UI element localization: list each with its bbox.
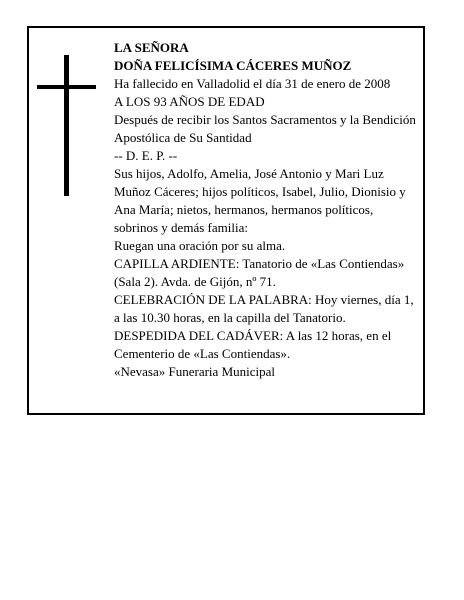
obituary-text bbox=[114, 39, 420, 381]
farewell-line: DESPEDIDA DEL CADÁVER: A las 12 horas, en el Cementerio de «Las Contiendas». bbox=[114, 328, 392, 361]
heading-title: LA SEÑORA bbox=[114, 40, 189, 55]
deceased-name: DOÑA FELICÍSIMA CÁCERES MUÑOZ bbox=[114, 58, 352, 73]
cross-icon-bar bbox=[37, 85, 96, 89]
sacraments-line: Después de recibir los Santos Sacramentos y la Bendición Apostólica de Su Santidad bbox=[114, 112, 416, 145]
celebration-line: CELEBRACIÓN DE LA PALABRA: Hoy viernes, día 1, a las 10.30 horas, en la capilla del Tanatorio. bbox=[114, 292, 414, 325]
prayer-line: Ruegan una oración por su alma. bbox=[114, 238, 286, 253]
chapel-line: CAPILLA ARDIENTE: Tanatorio de «Las Contiendas» (Sala 2). Avda. de Gijón, nº 71. bbox=[114, 256, 405, 289]
dep-line: -- D. E. P. -- bbox=[114, 148, 178, 163]
age-line: A LOS 93 AÑOS DE EDAD bbox=[114, 94, 265, 109]
funeral-home-line: «Nevasa» Funeraria Municipal bbox=[114, 364, 276, 379]
death-line: Ha fallecido en Valladolid el día 31 de enero de 2008 bbox=[114, 76, 391, 91]
cross-icon bbox=[64, 55, 69, 196]
family-line: Sus hijos, Adolfo, Amelia, José Antonio y Mari Luz Muñoz Cáceres; hijos políticos, Isabel, Julio, Dionisio y Ana María; nietos, hermanos, hermanos políticos, sobrinos y demás familia: bbox=[114, 166, 406, 235]
